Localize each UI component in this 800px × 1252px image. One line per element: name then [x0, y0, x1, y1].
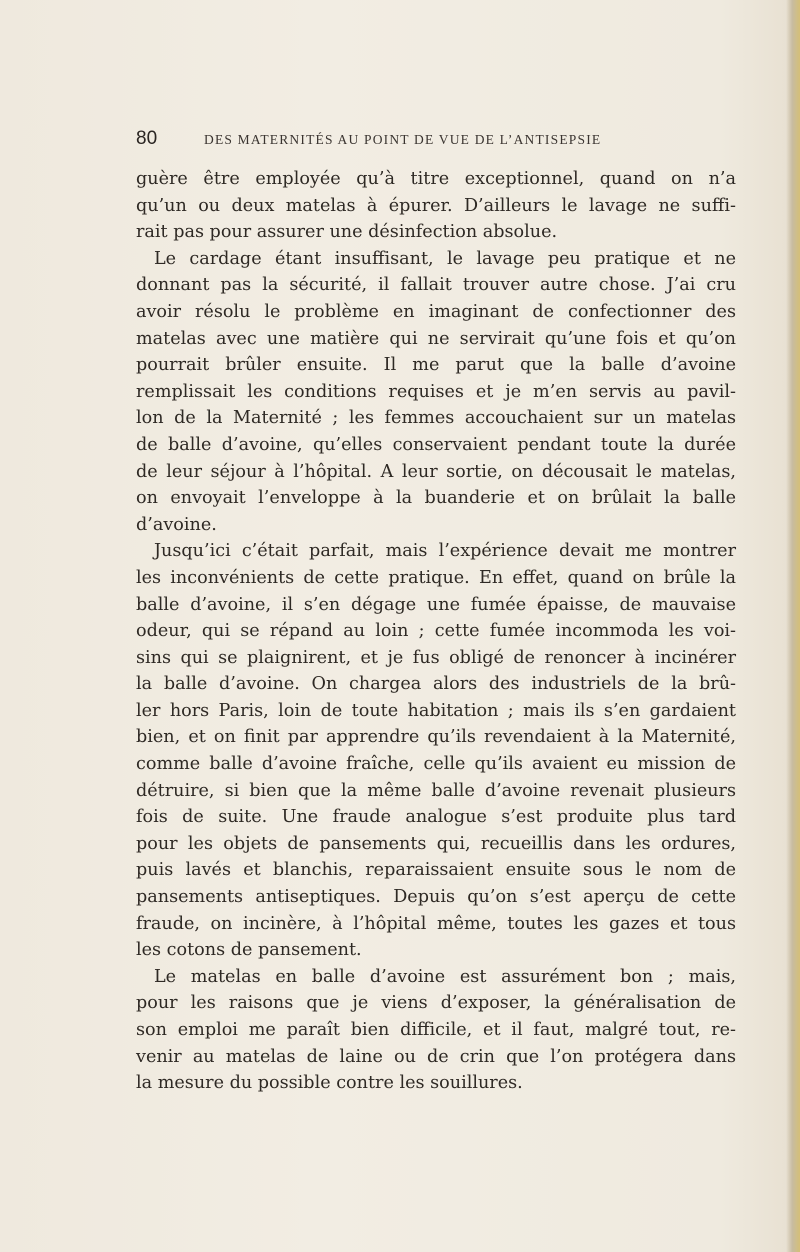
- text-line: la mesure du possible contre les souillures.: [136, 1073, 523, 1094]
- page-number: 80: [136, 128, 158, 149]
- running-head: [136, 128, 736, 158]
- text-line: odeur, qui se répand au loin ; cette fumée incommoda les voi-: [136, 621, 736, 642]
- text-line: de balle d’avoine, qu’elles conservaient pendant toute la durée: [136, 434, 736, 455]
- text-line: matelas avec une matière qui ne servirait qu’une fois et qu’on: [136, 328, 736, 349]
- text-line: pour les raisons que je viens d’exposer, la généralisation de: [136, 993, 736, 1014]
- text-line: d’avoine.: [136, 514, 217, 535]
- text-line: son emploi me paraît bien difficile, et il faut, malgré tout, re-: [136, 1020, 736, 1040]
- text-line: sins qui se plaignirent, et je fus obligé de renoncer à incinérer: [136, 647, 736, 668]
- text-line: ler hors Paris, loin de toute habitation ; mais ils s’en gardaient: [136, 700, 736, 721]
- text-line: les inconvénients de cette pratique. En effet, quand on brûle la: [136, 567, 736, 588]
- page-edge-shadow: [786, 0, 800, 1252]
- text-line: guère être employée qu’à titre exceptionnel, quand on n’a: [136, 169, 736, 189]
- text-line: Le cardage étant insuffisant, le lavage peu pratique et ne: [154, 248, 736, 269]
- text-line: avoir résolu le problème en imaginant de confectionner des: [136, 301, 736, 322]
- text-line: pansements antiseptiques. Depuis qu’on s’est aperçu de cette: [136, 887, 736, 908]
- text-line: puis lavés et blanchis, reparaissaient ensuite sous le nom de: [136, 860, 736, 881]
- text-line: pourrait brûler ensuite. Il me parut que la balle d’avoine: [136, 355, 736, 376]
- text-line: pour les objets de pansements qui, recueillis dans les ordures,: [136, 833, 736, 854]
- text-line: Le matelas en balle d’avoine est assurément bon ; mais,: [154, 966, 736, 987]
- text-line: Jusqu’ici c’était parfait, mais l’expérience devait me montrer: [154, 541, 736, 562]
- text-line: fraude, on incinère, à l’hôpital même, toutes les gazes et tous: [136, 913, 736, 934]
- text-line: venir au matelas de laine ou de crin que l’on protégera dans: [136, 1046, 736, 1067]
- text-line: fois de suite. Une fraude analogue s’est produite plus tard: [136, 807, 736, 828]
- text-line: comme balle d’avoine fraîche, celle qu’ils avaient eu mission de: [136, 754, 736, 775]
- text-line: lon de la Maternité ; les femmes accouchaient sur un matelas: [136, 408, 736, 429]
- text-line: remplissait les conditions requises et je m’en servis au pavil-: [136, 381, 736, 402]
- body-text: [136, 166, 736, 1097]
- running-title: DES MATERNITÉS AU POINT DE VUE DE L’ANTISEPSIE: [204, 132, 602, 147]
- text-line: bien, et on finit par apprendre qu’ils revendaient à la Maternité,: [136, 727, 736, 748]
- text-line: donnant pas la sécurité, il fallait trouver autre chose. J’ai cru: [136, 275, 736, 296]
- text-line: les cotons de pansement.: [136, 940, 362, 961]
- text-line: balle d’avoine, il s’en dégage une fumée épaisse, de mauvaise: [136, 594, 736, 615]
- text-line: détruire, si bien que la même balle d’avoine revenait plusieurs: [136, 780, 736, 801]
- text-line: qu’un ou deux matelas à épurer. D’ailleurs le lavage ne suffi-: [136, 195, 736, 216]
- text-line: la balle d’avoine. On chargea alors des industriels de la brû-: [136, 674, 736, 695]
- text-line: de leur séjour à l’hôpital. A leur sortie, on décousait le matelas,: [136, 461, 736, 482]
- text-line: rait pas pour assurer une désinfection absolue.: [136, 222, 558, 243]
- text-line: on envoyait l’enveloppe à la buanderie et on brûlait la balle: [136, 488, 736, 509]
